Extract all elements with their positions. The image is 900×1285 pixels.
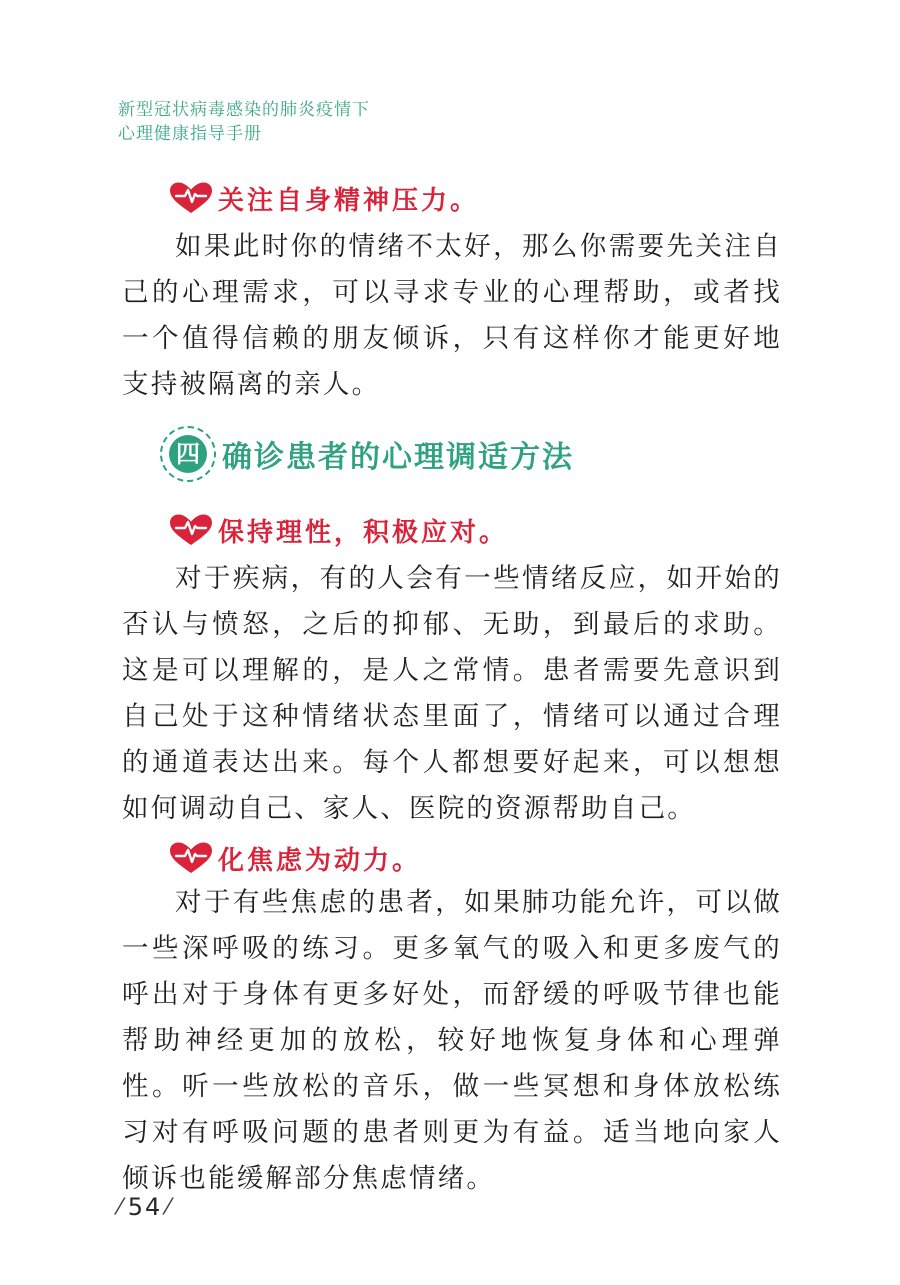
section-title: 确诊患者的心理调适方法 — [222, 440, 574, 475]
running-header-line2: 心理健康指导手册 — [118, 124, 262, 144]
page-number — [118, 1193, 172, 1221]
heart-pulse-icon — [168, 513, 214, 547]
heart-pulse-icon — [168, 841, 214, 875]
slash-decoration: ⁄ — [166, 1194, 172, 1220]
section-heading — [160, 424, 574, 484]
paragraph-anxiety-to-motivation: 对于有些焦虑的患者，如果肺功能允许，可以做一些深呼吸的练习。更多氧气的吸入和更多废气的呼出对于身体有更多好处，而舒缓的呼吸节律也能帮助神经更加的放松，较好地恢复身体和心理弹性。听一些放松的音乐，做一些冥想和身体放松练习对有呼吸问题的患者则更为有益。适当地向家人倾诉也能缓解部分焦虑情绪。 — [122, 887, 782, 1194]
running-header-line1: 新型冠状病毒感染的肺炎疫情下 — [118, 100, 370, 120]
slash-decoration: ⁄ — [118, 1194, 124, 1220]
subheading-anxiety-to-motivation — [168, 838, 421, 878]
section-number: 四 — [169, 435, 207, 473]
page-number-text: 54 — [127, 1193, 163, 1221]
subheading-stay-rational — [168, 510, 508, 550]
running-header — [118, 98, 370, 146]
subheading-text: 化焦虑为动力。 — [218, 845, 422, 876]
paragraph-stay-rational: 对于疾病，有的人会有一些情绪反应，如开始的否认与愤怒，之后的抑郁、无助，到最后的求助。这是可以理解的，是人之常情。患者需要先意识到自己处于这种情绪状态里面了，情绪可以通过合理的通道表达出来。每个人都想要好起来，可以想想如何调动自己、家人、医院的资源帮助自己。 — [122, 563, 782, 824]
heart-pulse-icon — [168, 181, 214, 215]
subheading-text: 保持理性，积极应对。 — [218, 517, 509, 548]
subheading-self-stress — [168, 178, 479, 218]
subheading-text: 关注自身精神压力。 — [218, 185, 480, 216]
section-number-badge — [160, 426, 216, 482]
paragraph-self-stress: 如果此时你的情绪不太好，那么你需要先关注自己的心理需求，可以寻求专业的心理帮助，或者找一个值得信赖的朋友倾诉，只有这样你才能更好地支持被隔离的亲人。 — [122, 231, 782, 400]
